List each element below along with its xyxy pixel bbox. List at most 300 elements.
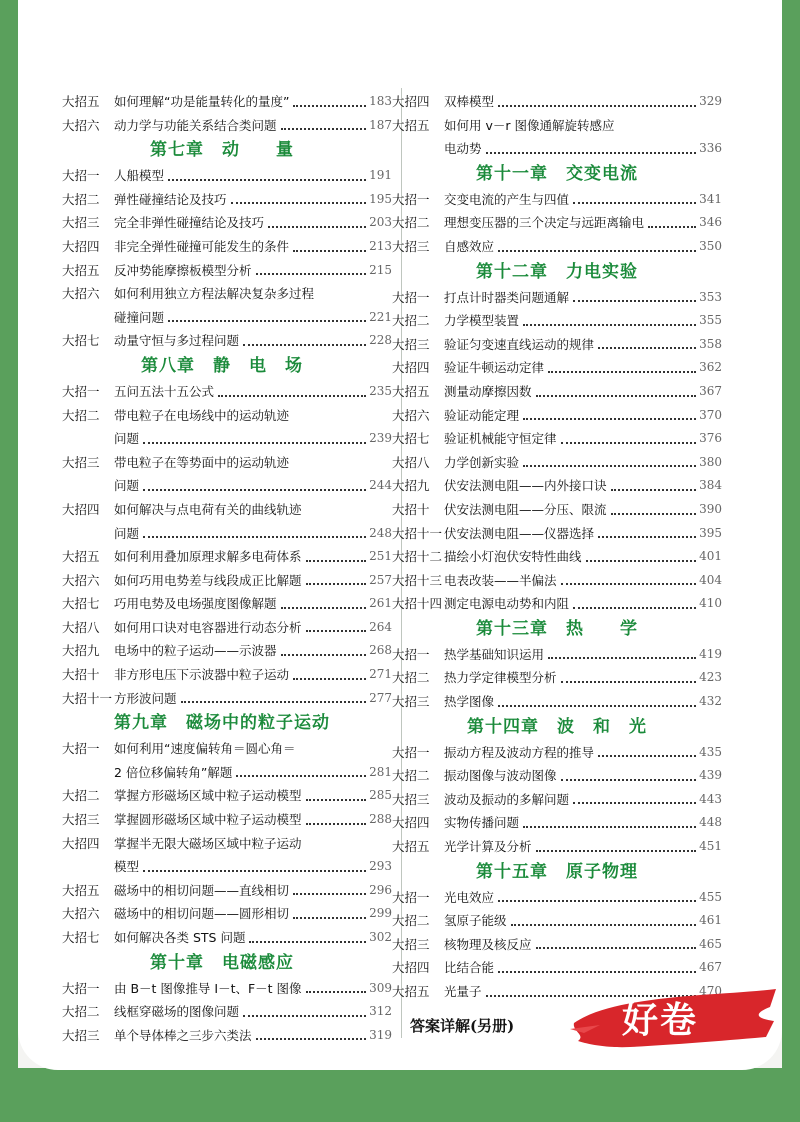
page-number: 183 [369,94,392,108]
entry-title: 光量子 [444,984,482,999]
dot-leader [281,654,367,656]
toc-entry [392,404,722,428]
page-number: 448 [699,815,722,830]
entry-title: 双棒模型 [444,94,495,109]
entry-number: 大招三 [392,238,430,254]
entry-number: 大招三 [392,936,430,952]
entry-title: 力学创新实验 [444,454,520,470]
toc-entry [62,784,392,808]
entry-title: 如何用 v－r 图像通解旋转感应 [444,117,615,133]
entry-number: 大招四 [392,360,430,376]
toc-entry-continuation [62,522,392,546]
entry-number: 大招六 [62,572,100,588]
page-number: 271 [369,667,392,682]
toc-left-column [62,90,392,1047]
entry-number: 大招三 [62,454,100,470]
entry-title: 掌握圆形磁场区域中粒子运动模型 [114,812,302,828]
toc-entry [62,926,392,950]
entry-number: 大招二 [392,215,430,231]
entry-number: 大招七 [62,333,100,349]
dot-leader [598,347,696,349]
entry-title: 如何用口诀对电容器进行动态分析 [114,619,302,635]
toc-entry [62,545,392,569]
page-number: 329 [699,94,722,108]
entry-number: 大招三 [392,336,430,352]
dot-leader [293,917,366,919]
entry-number: 大招十四 [392,596,443,612]
chapter-heading: 第十二章 力电实验 [476,261,638,282]
page-number: 390 [699,501,722,516]
entry-number: 大招八 [392,454,430,470]
left-border-band [0,0,18,1122]
page-number: 461 [699,913,722,928]
entry-number: 大招九 [62,643,100,659]
dot-leader [243,1015,366,1017]
page-number: 268 [369,643,392,658]
dot-leader [143,870,366,872]
dot-leader [561,681,697,683]
page-number: 195 [369,191,392,206]
entry-title: 弹性碰撞结论及技巧 [114,191,227,207]
entry-title: 问题 [114,431,140,447]
chapter-heading: 第七章 动 量 [150,140,294,161]
toc-entry [392,309,722,333]
stamp-text: 好卷 [622,1000,699,1041]
entry-title: 完全非弹性碰撞结论及技巧 [114,215,265,231]
chapter-heading: 第九章 磁场中的粒子运动 [114,713,330,734]
page-number: 187 [369,117,392,132]
toc-entry [62,687,392,711]
dot-leader [218,395,366,397]
dot-leader [243,344,366,346]
entry-number: 大招二 [392,768,430,784]
entry-title: 波动及振动的多解问题 [444,791,570,807]
entry-title: 磁场中的相切问题——圆形相切 [114,906,290,922]
entry-title: 动量守恒与多过程问题 [114,333,240,349]
dot-leader [598,755,696,757]
dot-leader [231,202,367,204]
chapter-heading: 第十四章 波 和 光 [467,716,647,737]
entry-number: 大招一 [62,980,100,996]
entry-number: 大招一 [62,741,100,757]
page-number: 257 [369,572,392,587]
page-number: 346 [699,215,722,230]
bottom-border-band [0,1068,800,1122]
entry-number: 大招四 [392,94,430,109]
chapter-heading: 第八章 静 电 场 [141,355,303,376]
dot-leader [536,395,697,397]
toc-entry [62,639,392,663]
toc-entry [62,498,392,522]
toc-entry [62,1000,392,1024]
toc-entry [392,886,722,910]
entry-number: 大招一 [62,383,100,399]
entry-number: 大招七 [62,596,100,612]
toc-entry [62,451,392,475]
page-number: 384 [699,478,722,493]
entry-title: 氢原子能级 [444,913,507,929]
entry-title: 电表改装——半偏法 [444,572,557,588]
page-number: 336 [699,141,722,156]
page-number: 432 [699,694,722,709]
page-number: 285 [369,788,392,803]
toc-entry [62,592,392,616]
entry-title: 热力学定律模型分析 [444,670,557,686]
entry-title: 力学模型装置 [444,313,520,329]
page-number: 404 [699,572,722,587]
entry-title: 比结合能 [444,960,495,976]
entry-title: 反冲势能摩擦板模型分析 [114,262,252,278]
page-number: 423 [699,670,722,685]
dot-leader [256,273,367,275]
entry-title: 交变电流的产生与四值 [444,191,570,207]
toc-entry [392,592,722,616]
entry-number: 大招四 [392,960,430,976]
entry-number: 大招六 [62,906,100,922]
entry-title: 振动方程及波动方程的推导 [444,744,595,760]
entry-number: 大招三 [62,1027,100,1043]
entry-title: 热学图像 [444,694,495,710]
entry-number: 大招九 [392,478,430,494]
toc-entry [62,90,392,114]
entry-title: 单个导体棒之三步六类法 [114,1027,252,1043]
dot-leader [498,900,696,902]
entry-number: 大招五 [62,882,100,898]
toc-entry [392,498,722,522]
toc-entry [62,188,392,212]
toc-entry [392,114,722,138]
entry-number: 大招三 [392,694,430,710]
toc-entry [392,235,722,259]
dot-leader [168,179,366,181]
page-number: 299 [369,906,392,921]
dot-leader [523,826,696,828]
page-number: 435 [699,744,722,759]
toc-entry [62,259,392,283]
entry-number: 大招二 [62,1004,100,1020]
entry-title: 问题 [114,478,140,494]
entry-title: 碰撞问题 [114,309,165,325]
dot-leader [293,893,366,895]
dot-leader [561,583,697,585]
entry-title: 人船模型 [114,168,165,184]
entry-title: 如何巧用电势差与线段成正比解题 [114,572,302,588]
toc-entry [392,643,722,667]
dot-leader [268,226,366,228]
dot-leader [281,607,367,609]
entry-title: 光学计算及分析 [444,839,532,855]
toc-entry-continuation [62,855,392,879]
toc-entry [392,211,722,235]
toc-entry [392,474,722,498]
page-number: 443 [699,791,722,806]
page-number: 261 [369,596,392,611]
entry-number: 大招三 [62,215,100,231]
toc-entry [62,404,392,428]
dot-leader [498,971,696,973]
entry-title: 测定电源电动势和内阻 [444,596,570,612]
dot-leader [498,250,696,252]
entry-number: 大招五 [62,549,100,565]
entry-title: 打点计时器类问题通解 [444,289,570,305]
page-number: 264 [369,619,392,634]
toc-entry [62,282,392,306]
toc-entry [62,737,392,761]
toc-entry [62,663,392,687]
toc-entry [392,427,722,451]
dot-leader [306,583,367,585]
dot-leader [561,779,697,781]
page-number: 380 [699,454,722,469]
dot-leader [536,947,697,949]
toc-entry [392,788,722,812]
toc-entry [392,90,722,114]
page-number: 293 [369,859,392,874]
dot-leader [498,705,696,707]
toc-entry [62,380,392,404]
entry-number: 大招五 [392,117,430,133]
entry-number: 大招二 [392,313,430,329]
entry-title: 带电粒子在等势面中的运动轨迹 [114,454,290,470]
entry-number: 大招一 [392,191,430,207]
page-number: 277 [369,690,392,705]
entry-title: 光电效应 [444,889,495,905]
page-number: 370 [699,407,722,422]
toc-entry [62,832,392,856]
entry-title: 2 倍位移偏转角”解题 [114,764,233,780]
page-number: 353 [699,289,722,304]
chapter-heading: 第十三章 热 学 [476,618,638,639]
page-number: 376 [699,431,722,446]
entry-title: 测量动摩擦因数 [444,383,532,399]
entry-title: 伏安法测电阻——内外接口诀 [444,478,607,494]
toc-entry [392,741,722,765]
entry-title: 五问五法十五公式 [114,383,215,399]
page-number: 251 [369,549,392,564]
toc-entry-continuation [62,761,392,785]
dot-leader [573,300,696,302]
entry-number: 大招二 [62,407,100,423]
page-number: 302 [369,930,392,944]
toc-entry [392,909,722,933]
page-number: 235 [369,383,392,398]
page-number: 367 [699,383,722,398]
toc-entry [392,522,722,546]
page-number: 281 [369,764,392,779]
toc-entry [62,977,392,1001]
entry-number: 大招十 [62,667,100,683]
page-number: 395 [699,525,722,540]
entry-title: 如何利用独立方程法解决复杂多过程 [114,286,315,302]
entry-title: 热学基础知识运用 [444,646,545,662]
dot-leader [523,324,696,326]
toc-entry [392,380,722,404]
entry-title: 巧用电势及电场强度图像解题 [114,596,277,612]
page-number: 467 [699,960,722,975]
entry-title: 验证机械能守恒定律 [444,431,557,447]
entry-title: 带电粒子在电场线中的运动轨迹 [114,407,290,423]
entry-title: 动力学与功能关系结合类问题 [114,117,277,133]
entry-number: 大招四 [62,501,100,517]
toc-entry [62,114,392,138]
entry-title: 如何解决与点电荷有关的曲线轨迹 [114,501,302,517]
entry-number: 大招四 [62,835,100,851]
entry-number: 大招五 [62,262,100,278]
entry-title: 验证牛顿运动定律 [444,360,545,376]
toc-entry [392,956,722,980]
entry-title: 非方形电压下示波器中粒子运动 [114,667,290,683]
page-number: 221 [369,309,392,324]
entry-title: 伏安法测电阻——仪器选择 [444,525,595,541]
page-number: 312 [369,1004,392,1019]
page-number: 451 [699,839,722,854]
toc-entry [62,235,392,259]
dot-leader [306,991,367,993]
entry-number: 大招四 [392,815,430,831]
entry-title: 模型 [114,859,140,875]
dot-leader [611,513,697,515]
entry-number: 大招五 [62,94,100,109]
entry-title: 非完全弹性碰撞可能发生的条件 [114,238,290,254]
dot-leader [249,941,366,943]
entry-number: 大招六 [62,117,100,133]
page-number: 213 [369,238,392,253]
dot-leader [306,823,367,825]
dot-leader [548,371,696,373]
entry-number: 大招二 [392,670,430,686]
page-number: 228 [369,333,392,348]
entry-title: 振动图像与波动图像 [444,768,557,784]
entry-title: 线框穿磁场的图像问题 [114,1004,240,1020]
toc-entry-continuation [62,474,392,498]
page-number: 362 [699,360,722,375]
entry-number: 大招十一 [392,525,443,541]
toc-entry [62,902,392,926]
entry-title: 如何理解“功是能量转化的量度” [114,94,290,109]
entry-number: 大招五 [392,839,430,855]
entry-number: 大招七 [62,930,100,945]
dot-leader [561,442,697,444]
entry-title: 如何利用叠加原理求解多电荷体系 [114,549,302,565]
entry-title: 电动势 [444,141,482,157]
toc-entry [392,569,722,593]
entry-number: 大招八 [62,619,100,635]
toc-entry-continuation [62,306,392,330]
toc-entry [62,164,392,188]
entry-number: 大招一 [392,646,430,662]
entry-number: 大招二 [62,191,100,207]
toc-entry [392,933,722,957]
page-number: 465 [699,936,722,951]
page-number: 215 [369,262,392,277]
dot-leader [293,250,366,252]
toc-entry [62,1024,392,1048]
dot-leader [498,105,696,107]
dot-leader [548,657,696,659]
entry-title: 伏安法测电阻——分压、限流 [444,501,607,517]
toc-entry [392,286,722,310]
dot-leader [306,799,367,801]
dot-leader [143,442,366,444]
entry-number: 大招四 [62,238,100,254]
page-number: 455 [699,889,722,904]
toc-entry [392,690,722,714]
toc-entry [392,835,722,859]
entry-title: 验证匀变速直线运动的规律 [444,336,595,352]
chapter-heading: 第十五章 原子物理 [476,861,638,882]
page-number: 244 [369,478,392,493]
entry-number: 大招五 [392,383,430,399]
entry-number: 大招一 [392,889,430,905]
entry-title: 由 B－t 图像推导 I－t、F－t 图像 [114,980,302,996]
toc-entry [62,808,392,832]
toc-entry [62,211,392,235]
entry-title: 实物传播问题 [444,815,520,831]
entry-title: 描绘小灯泡伏安特性曲线 [444,549,582,565]
dot-leader [586,560,697,562]
page-number: 470 [699,984,722,998]
page-number: 239 [369,431,392,446]
entry-number: 大招三 [392,791,430,807]
dot-leader [648,226,696,228]
dot-leader [598,536,696,538]
page-number: 419 [699,646,722,661]
chapter-heading: 第十章 电磁感应 [150,952,294,973]
entry-number: 大招七 [392,431,430,447]
dot-leader [168,320,366,322]
dot-leader [143,536,366,538]
toc-entry [62,879,392,903]
dot-leader [523,418,696,420]
entry-title: 核物理及核反应 [444,936,532,952]
toc-entry [392,764,722,788]
page-number: 350 [699,238,722,253]
entry-number: 大招一 [392,744,430,760]
entry-number: 大招一 [392,289,430,305]
dot-leader [523,465,696,467]
entry-number: 大招二 [392,913,430,929]
entry-title: 方形波问题 [114,690,177,706]
dot-leader [511,924,697,926]
entry-number: 大招十二 [392,549,443,565]
dot-leader [611,489,697,491]
page-number: 288 [369,812,392,827]
dot-leader [573,607,696,609]
dot-leader [306,560,367,562]
page-number: 191 [369,168,392,183]
dot-leader [256,1038,367,1040]
dot-leader [306,630,367,632]
page-number: 248 [369,525,392,540]
entry-title: 掌握方形磁场区域中粒子运动模型 [114,788,302,804]
toc-entry [392,188,722,212]
dot-leader [486,152,697,154]
entry-number: 大招六 [392,407,430,423]
page-number: 401 [699,549,722,564]
toc-entry [62,569,392,593]
entry-title: 理想变压器的三个决定与远距离输电 [444,215,645,231]
page-number: 439 [699,768,722,783]
toc-entry-continuation [62,427,392,451]
dot-leader [181,701,367,703]
entry-number: 大招十三 [392,572,443,588]
dot-leader [293,678,366,680]
page-number: 341 [699,191,722,206]
toc-entry [392,356,722,380]
toc-entry [392,333,722,357]
page-number: 410 [699,596,722,611]
dot-leader [143,489,366,491]
